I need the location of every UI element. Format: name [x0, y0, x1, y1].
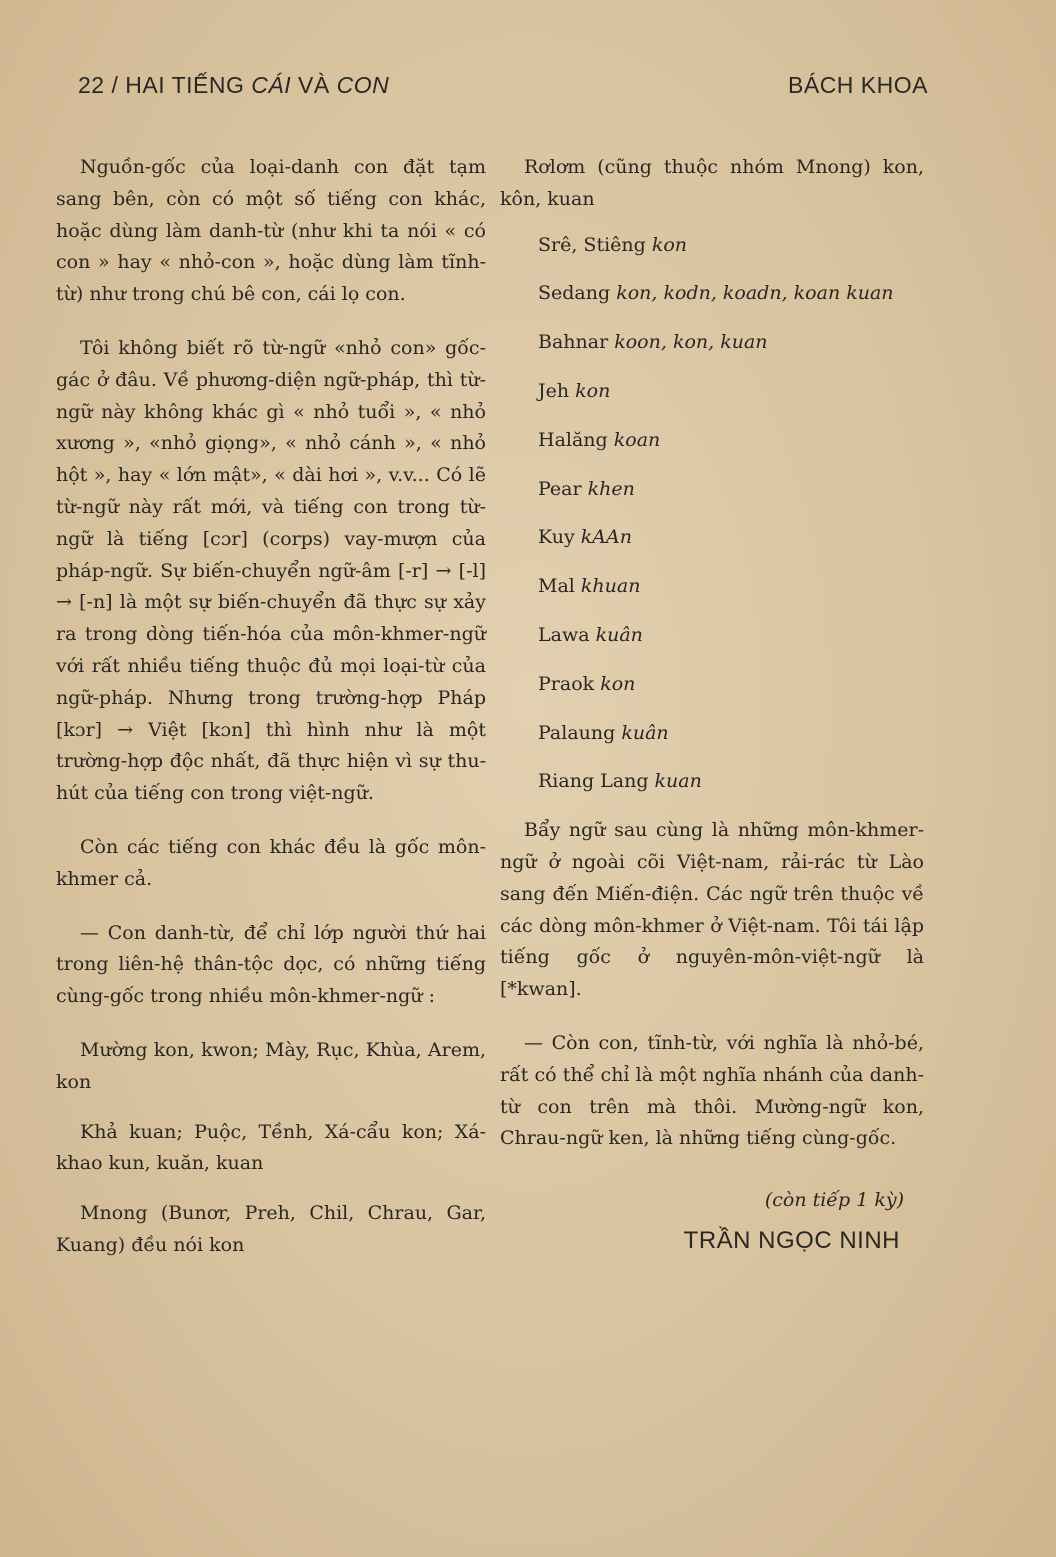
paragraph: — Còn con, tĩnh-từ, với nghĩa là nhỏ-bé, rất có thể chỉ là một nghĩa nhánh của danh-từ con trên mà thôi. Mường-ngữ kon, Chrau-ngữ ken, là những tiếng cùng-gốc.: [500, 1031, 924, 1150]
paragraph: Tôi không biết rõ từ-ngữ «nhỏ con» gốc-gác ở đâu. Về phương-diện ngữ-pháp, thì từ-ngữ này không khác gì « nhỏ tuổi », « nhỏ xương », «nhỏ giọng», « nhỏ cánh », « nhỏ hột », hay « lớn mật», « dài hơi », v.v... Có lẽ từ-ngữ này rất mới, và tiếng con trong từ-ngữ là tiếng [cɔr] (corps) vay-mượn của pháp-ngữ. Sự biến-chuyển ngữ-âm [-r] → [-l] → [-n] là một sự biến-chuyển đã thực sự xảy ra trong dòng tiến-hóa của môn-khmer-ngữ với rất nhiều tiếng thuộc đủ mọi loại-từ của ngữ-pháp. Nhưng trong trường-hợp Pháp [kɔr] → Việt [kɔn] thì hình như là một trường-hợp độc nhất, đã thực hiện vì sự thu-hút của tiếng con trong việt-ngữ.: [56, 336, 486, 805]
paragraph: — Con danh-từ, để chỉ lớp người thứ hai trong liên-hệ thân-tộc dọc, có những tiếng cùng-gốc trong nhiều môn-khmer-ngữ :: [56, 921, 486, 1008]
left-column: [56, 152, 486, 1262]
language-entry: Palaung kuân: [538, 721, 669, 744]
language-entry: Praok kon: [538, 672, 636, 695]
paragraph: Bẩy ngữ sau cùng là những môn-khmer-ngữ ở ngoài cõi Việt-nam, rải-rác từ Lào sang đến Miến-điện. Các ngữ trên thuộc về các dòng môn-khmer ở Việt-nam. Tôi tái lập tiếng gốc ở nguyên-môn-việt-ngữ là [*kwan].: [500, 819, 924, 1001]
language-entry: Sedang kon, kodn, koadn, koan kuan: [538, 282, 894, 305]
author-byline: TRẦN NGỌC NINH: [683, 1226, 900, 1254]
continued-note: (còn tiếp 1 kỳ): [764, 1189, 904, 1212]
language-entry: Kuy kAAn: [538, 526, 632, 549]
language-entry: Mal khuan: [538, 575, 641, 598]
language-entry: Riang Lang kuan: [538, 770, 702, 793]
language-entry: Srê, Stiêng kon: [538, 233, 688, 256]
paragraph: Nguồn-gốc của loại-danh con đặt tạm sang bên, còn có một số tiếng con khác, hoặc dùng làm danh-từ (như khi ta nói « có con » hay « nhỏ-con », hoặc dùng làm tĩnh-từ) như trong chú bê con, cái lọ con.: [56, 156, 486, 306]
language-entry: Pear khen: [538, 477, 635, 500]
paragraph: Rơlơm (cũng thuộc nhóm Mnong) kon, kôn, kuan: [500, 156, 924, 210]
header-left: 22 / HAI TIẾNG CÁI VÀ CON: [78, 72, 390, 98]
paragraph: Mường kon, kwon; Mày, Rục, Khùa, Arem, kon: [56, 1038, 486, 1093]
paragraph: Khả kuan; Puộc, Tềnh, Xá-cẩu kon; Xá-khao kun, kuăn, kuan: [56, 1120, 486, 1175]
language-entry: Bahnar koon, kon, kuan: [538, 331, 768, 354]
page-number: 22: [78, 72, 105, 98]
language-entry: Jeh kon: [538, 379, 611, 402]
journal-name: BÁCH KHOA: [788, 72, 928, 98]
language-entry: Halăng koan: [538, 428, 661, 451]
running-header: [78, 72, 928, 99]
paragraph: Còn các tiếng con khác đều là gốc môn-khmer cả.: [56, 835, 486, 890]
right-column: [500, 152, 924, 1257]
language-entry: Lawa kuân: [538, 623, 643, 646]
article-title: HAI TIẾNG CÁI VÀ CON: [125, 72, 390, 98]
paragraph: Mnong (Bunơr, Preh, Chil, Chrau, Gar, Kuang) đều nói kon: [56, 1202, 486, 1256]
